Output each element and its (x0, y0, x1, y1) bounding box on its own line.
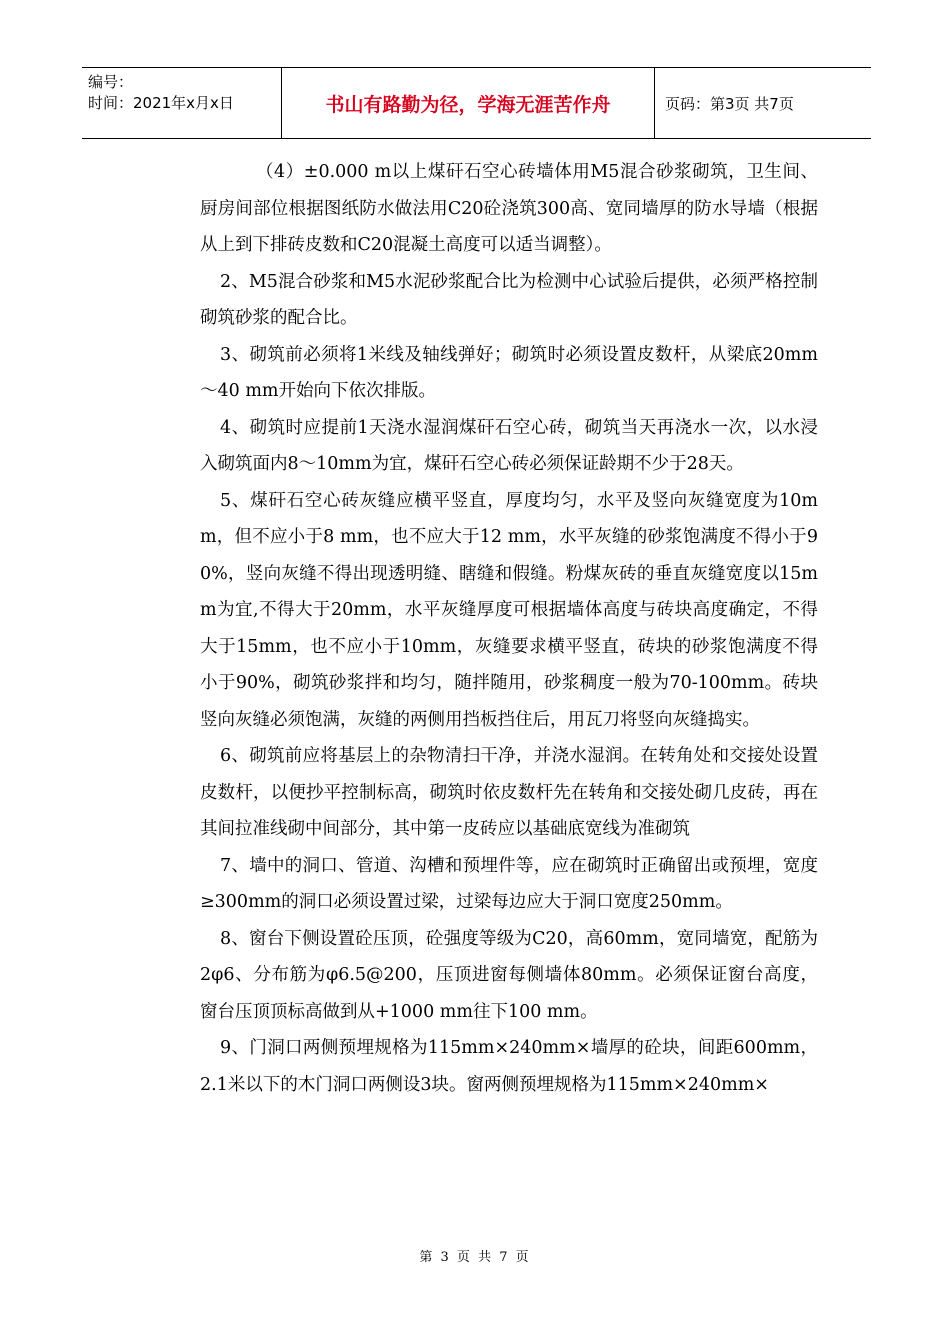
page-footer: 第 3 页 共 7 页 (419, 1250, 531, 1265)
document-header (82, 67, 871, 139)
header-page-info: 页码：第3页 共7页 (665, 94, 794, 113)
paragraph-8: 8、窗台下侧设置砼压顶，砼强度等级为C20，高60mm，宽同墙宽，配筋为2φ6、分布筋为φ6.5@200，压顶进窗每侧墙体80mm。必须保证窗台高度，窗台压顶顶标高做到从+1000 mm往下100 mm。 (200, 928, 818, 1022)
paragraph-9: 9、门洞口两侧预埋规格为115mm×240mm×墙厚的砼块，间距600mm，2.1米以下的木门洞口两侧设3块。窗两侧预埋规格为115mm×240mm× (200, 1038, 818, 1095)
paragraph-3: 3、砌筑前必须将1米线及轴线弹好；砌筑时必须设置皮数杆，从梁底20mm～40 mm开始向下依次排版。 (200, 344, 818, 401)
paragraph-4: 4、砌筑时应提前1天浇水湿润煤矸石空心砖，砌筑当天再浇水一次，以水浸入砌筑面内8～10mm为宜，煤矸石空心砖必须保证龄期不少于28天。 (200, 417, 818, 474)
paragraph-2: 2、M5混合砂浆和M5水泥砂浆配合比为检测中心试验后提供，必须严格控制砌筑砂浆的配合比。 (200, 271, 818, 328)
paragraph-4-sub: （4）±0.000 m以上煤矸石空心砖墙体用M5混合砂浆砌筑，卫生间、厨房间部位根据图纸防水做法用C20砼浇筑300高、宽同墙厚的防水导墙（根据从上到下排砖皮数和C20混凝土高度可以适当调整）。 (200, 162, 818, 255)
paragraph-5: 5、煤矸石空心砖灰缝应横平竖直，厚度均匀，水平及竖向灰缝宽度为10mm，但不应小于8 mm，也不应大于12 mm，水平灰缝的砂浆饱满度不得小于90%，竖向灰缝不得出现透明缝、瞎缝和假缝。粉煤灰砖的垂直灰缝宽度以15mm为宜,不得大于20mm，水平灰缝厚度可根据墙体高度与砖块高度确定，不得大于15mm，也不应小于10mm，灰缝要求横平竖直，砖块的砂浆饱满度不得小于90%，砌筑砂浆拌和均匀，随拌随用，砂浆稠度一般为70-100mm。砖块竖向灰缝必须饱满，灰缝的两侧用挡板挡住后，用瓦刀将竖向灰缝捣实。 (200, 490, 818, 730)
time-label: 时间：2021年x月x日 (88, 94, 234, 112)
document-body (200, 154, 818, 1103)
paragraph-6: 6、砌筑前应将基层上的杂物清扫干净，并浇水湿润。在转角处和交接处设置皮数杆，以便抄平控制标高，砌筑时依皮数杆先在转角和交接处砌几皮砖，再在其间拉准线砌中间部分，其中第一皮砖应以基础底宽线为准砌筑 (200, 746, 818, 839)
header-motto: 书山有路勤为径，学海无涯苦作舟 (282, 68, 655, 138)
header-meta (82, 68, 282, 138)
paragraph-7: 7、墙中的洞口、管道、沟槽和预埋件等，应在砌筑时正确留出或预埋，宽度≥300mm的洞口必须设置过梁，过梁每边应大于洞口宽度250mm。 (200, 855, 818, 912)
number-label: 编号： (88, 73, 134, 91)
